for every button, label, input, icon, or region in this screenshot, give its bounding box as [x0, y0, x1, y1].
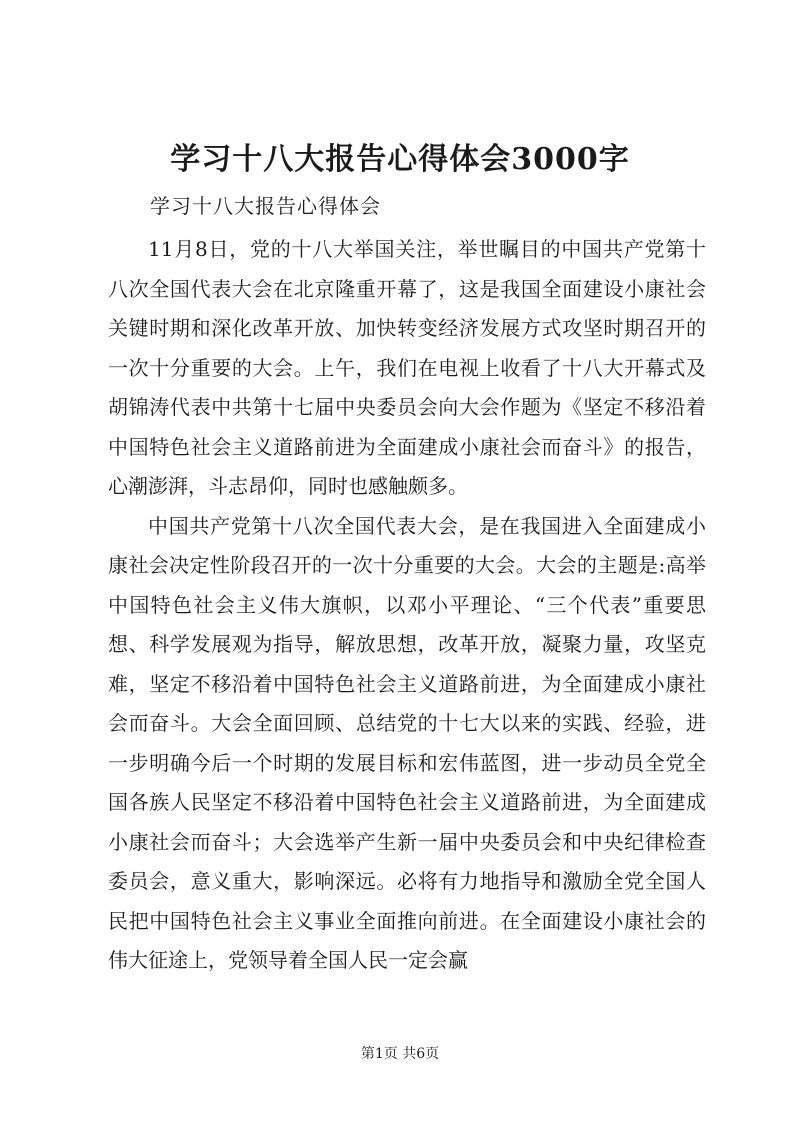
paragraph: 11月8日，党的十八大举国关注，举世瞩目的中国共产党第十八次全国代表大会在北京隆重开幕了，这是我国全面建设小康社会关键时期和深化改革开放、加快转变经济发展方式攻坚时期召开的一次十分重要的大会。上午，我们在电视上收看了十八大开幕式及胡锦涛代表中共第十七届中央委员会向大会作题为《坚定不移沿着中国特色社会主义道路前进为全面建成小康社会而奋斗》的报告，心潮澎湃，斗志昂仰，同时也感触颇多。: [108, 237, 706, 498]
document-body: [108, 230, 706, 981]
page-number-footer: 第1页 共6页: [360, 1046, 440, 1062]
paragraph: 中国共产党第十八次全国代表大会，是在我国进入全面建成小康社会决定性阶段召开的一次十分重要的大会。大会的主题是:高举中国特色社会主义伟大旗帜，以邓小平理论、“三个代表”重要思想、科学发展观为指导，解放思想，改革开放，凝聚力量，攻坚克难，坚定不移沿着中国特色社会主义道路前进，为全面建成小康社会而奋斗。大会全面回顾、总结党的十七大以来的实践、经验，进一步明确今后一个时期的发展目标和宏伟蓝图，进一步动员全党全国各族人民坚定不移沿着中国特色社会主义道路前进，为全面建成小康社会而奋斗；大会选举产生新一届中央委员会和中央纪律检查委员会，意义重大，影响深远。必将有力地指导和激励全党全国人民把中国特色社会主义事业全面推向前进。在全面建设小康社会的伟大征途上，党领导着全国人民一定会赢: [108, 513, 706, 972]
document-subtitle: 学习十八大报告心得体会: [150, 194, 381, 218]
document-title: 学习十八大报告心得体会3000字: [170, 142, 630, 177]
